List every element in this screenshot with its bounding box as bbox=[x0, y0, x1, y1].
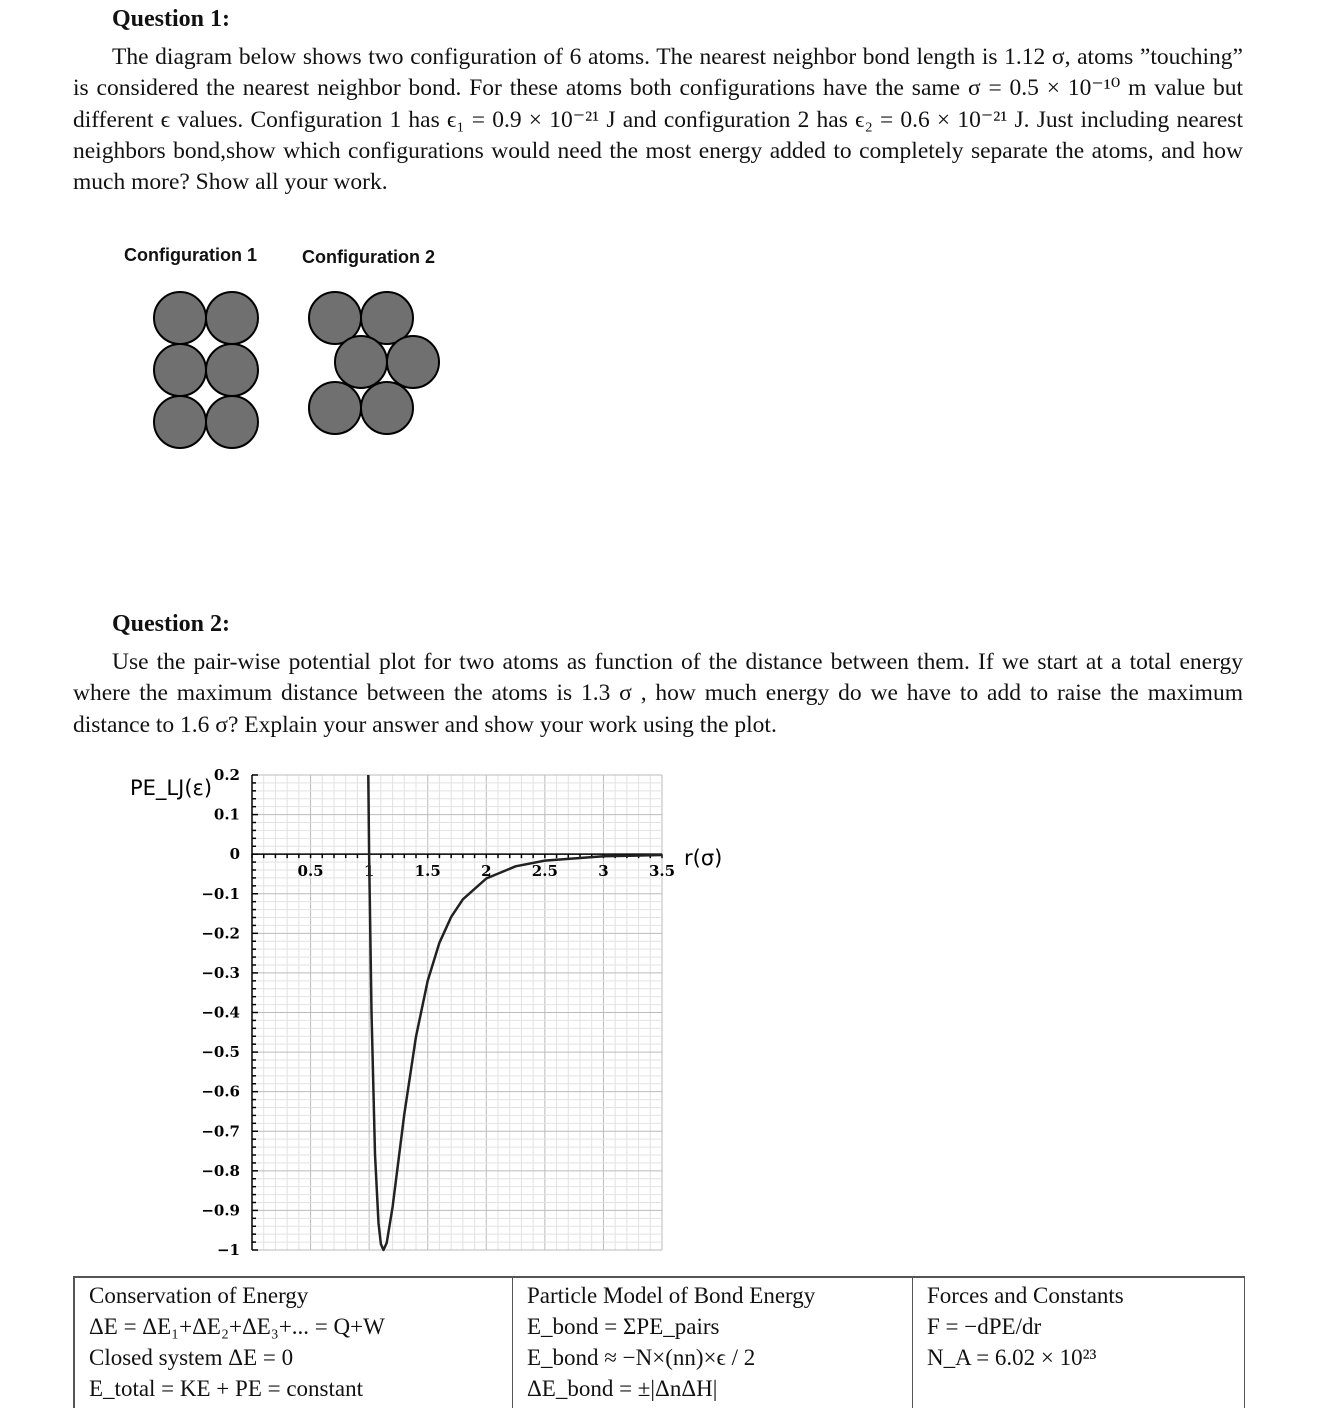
col2-formula-3: ΔE_bond = ±|ΔnΔH| bbox=[527, 1376, 718, 1401]
y-tick-label: −0.3 bbox=[201, 963, 240, 982]
config-2-atom bbox=[387, 336, 439, 388]
col2-heading: Particle Model of Bond Energy bbox=[527, 1283, 816, 1308]
y-axis-label: PE_LJ(ε) bbox=[130, 776, 213, 800]
y-tick-label: 0.1 bbox=[213, 805, 240, 824]
config-1-atom bbox=[154, 344, 206, 396]
col1-formula-3: E_total = KE + PE = constant bbox=[89, 1376, 363, 1401]
y-tick-label: −0.9 bbox=[201, 1201, 240, 1220]
y-tick-label: −0.8 bbox=[201, 1161, 240, 1180]
col2-formula-1: E_bond = ΣPE_pairs bbox=[527, 1314, 720, 1339]
config-1-atom bbox=[206, 344, 258, 396]
y-tick-label: −0.5 bbox=[201, 1043, 240, 1062]
x-axis-label: r(σ) bbox=[684, 846, 723, 870]
col3-heading: Forces and Constants bbox=[927, 1283, 1124, 1308]
lj-potential-chart bbox=[0, 740, 760, 1270]
bond-energy-column bbox=[513, 1278, 913, 1408]
question-1-text: The diagram below shows two configuration of 6 atoms. The nearest neighbor bond length is 1.12 σ, atoms ”touching” is considered the nearest neighbor bond. For these atoms both configurations have the same σ = 0.5 × 10⁻¹⁰ m value but different ϵ values. Configuration 1 has ϵ₁ = 0.9 × 10⁻²¹ J and configuration 2 has ϵ₂ = 0.6 × 10⁻²¹ J. Just including nearest neighbors bond,show which configurations would need the most energy added to completely separate the atoms, and how much more? Show all your work. bbox=[73, 44, 1243, 196]
configuration-2-label: Configuration 2 bbox=[302, 247, 435, 267]
formula-table bbox=[73, 1276, 1245, 1408]
x-tick-label: 3.5 bbox=[648, 862, 676, 881]
x-tick-label: 2 bbox=[481, 862, 492, 881]
config-1-atom bbox=[206, 292, 258, 344]
col3-formula-1: F = −dPE/dr bbox=[927, 1314, 1042, 1339]
question-2-text: Use the pair-wise potential plot for two atoms as function of the distance between them. If we start at a total energy where the maximum distance between the atoms is 1.3 σ , how much energy do we have to add to raise the maximum distance to 1.6 σ? Explain your answer and show your work using the plot. bbox=[73, 649, 1243, 738]
y-tick-label: −0.7 bbox=[201, 1122, 240, 1141]
config-2-atom bbox=[361, 382, 413, 434]
col1-heading: Conservation of Energy bbox=[89, 1283, 309, 1308]
forces-constants-column bbox=[913, 1278, 1245, 1408]
config-1-atom bbox=[154, 292, 206, 344]
potential-curve bbox=[368, 740, 662, 1250]
col2-formula-2: E_bond ≈ −N×(nn)×ϵ / 2 bbox=[527, 1345, 756, 1370]
config-2-atom bbox=[335, 336, 387, 388]
atom-configurations-diagram bbox=[0, 0, 500, 460]
config-1-atom bbox=[154, 396, 206, 448]
y-tick-label: 0 bbox=[229, 845, 240, 864]
config-1-atom bbox=[206, 396, 258, 448]
x-tick-label: 3 bbox=[598, 862, 609, 881]
col1-formula-1: ΔE = ΔE₁+ΔE₂+ΔE₃+... = Q+W bbox=[89, 1314, 385, 1339]
y-tick-label: −0.6 bbox=[201, 1082, 240, 1101]
question-2-title: Question 2: bbox=[112, 611, 231, 637]
config-2-atom bbox=[309, 382, 361, 434]
x-tick-label: 1 bbox=[363, 862, 375, 881]
x-tick-label: 1.5 bbox=[414, 862, 441, 881]
y-tick-label: −0.2 bbox=[201, 924, 240, 943]
configuration-1-label: Configuration 1 bbox=[124, 245, 257, 265]
y-tick-label: −0.4 bbox=[201, 1003, 240, 1022]
x-tick-label: 2.5 bbox=[531, 862, 558, 881]
conservation-of-energy-column bbox=[75, 1278, 513, 1408]
y-tick-label: −0.1 bbox=[201, 884, 240, 903]
col1-formula-2: Closed system ΔE = 0 bbox=[89, 1345, 294, 1370]
x-tick-label: 0.5 bbox=[297, 862, 324, 881]
col3-formula-2: N_A = 6.02 × 10²³ bbox=[927, 1345, 1097, 1370]
y-tick-label: 0.2 bbox=[213, 766, 240, 784]
y-tick-label: −1 bbox=[216, 1241, 240, 1259]
question-1-title: Question 1: bbox=[112, 6, 231, 32]
